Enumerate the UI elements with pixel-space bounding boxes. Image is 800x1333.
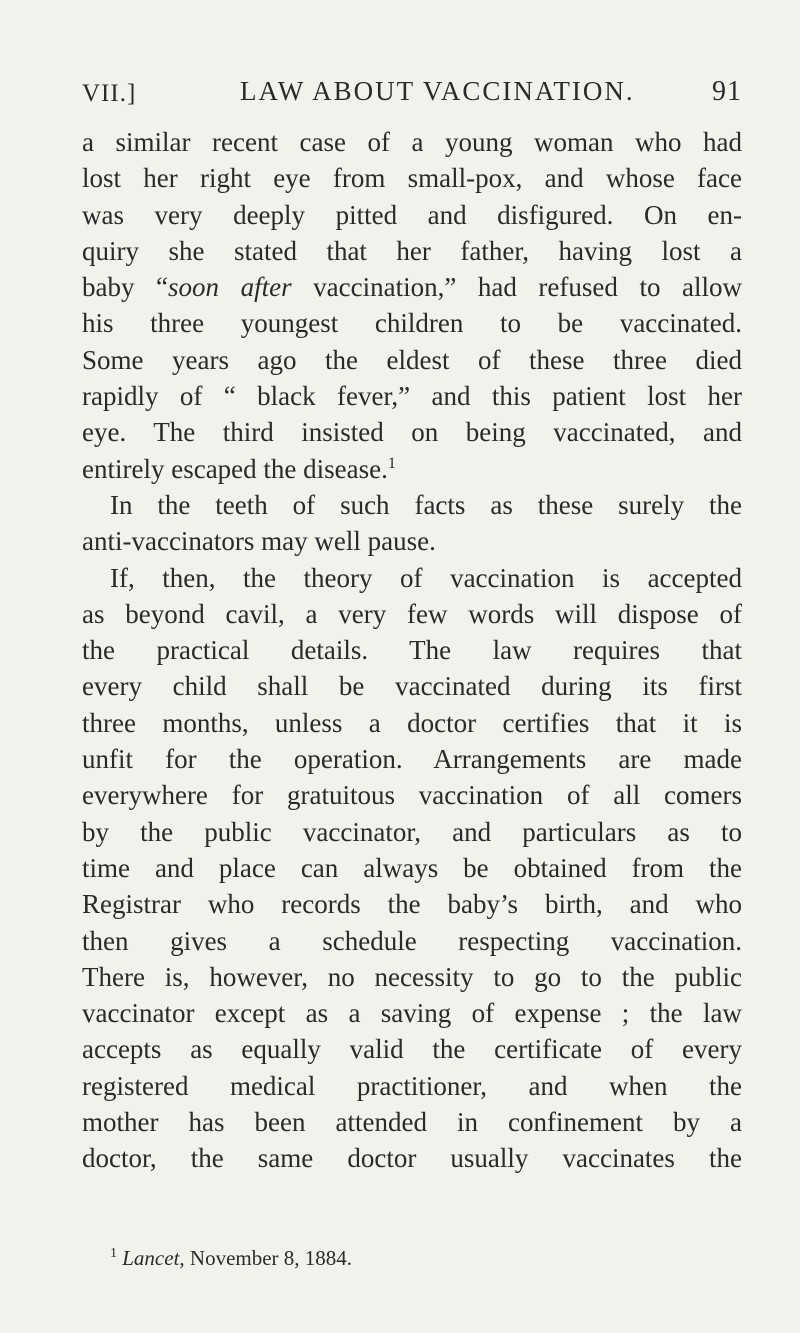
text-line: the practical details. The law requires that	[82, 635, 742, 666]
text-line: In the teeth of such facts as these surely the	[110, 489, 742, 520]
text-line: his three youngest children to be vaccinated.	[82, 308, 742, 339]
text-line: by the public vaccinator, and particulars as to	[82, 816, 742, 847]
page-header	[82, 76, 742, 116]
chapter-number: VII.]	[82, 80, 137, 107]
text-line: Registrar who records the baby’s birth, and who	[82, 889, 742, 920]
text-line: registered medical practitioner, and when the	[82, 1070, 742, 1101]
running-title: LAW ABOUT VACCINATION.	[240, 76, 635, 106]
text-line: vaccinator except as a saving of expense ; the law	[82, 998, 742, 1029]
text-line: accepts as equally valid the certificate of every	[82, 1034, 742, 1065]
page-number: 91	[712, 76, 742, 107]
text-line: as beyond cavil, a very few words will dispose of	[82, 598, 742, 629]
text-line: lost her right eye from small-pox, and whose face	[82, 163, 742, 194]
footnote-marker: 1	[110, 1246, 117, 1261]
text-line: time and place can always be obtained from the	[82, 852, 742, 883]
footnote	[82, 1244, 742, 1272]
text-line	[82, 451, 742, 487]
text-line: quiry she stated that her father, having lost a	[82, 235, 742, 266]
text-line: three months, unless a doctor certifies that it is	[82, 707, 742, 738]
footnote-date: , November 8, 1884.	[179, 1246, 353, 1270]
text-line: anti-vaccinators may well pause.	[82, 526, 436, 557]
text-line: every child shall be vaccinated during its first	[82, 671, 742, 702]
text-line: was very deeply pitted and disfigured. On en-	[82, 199, 742, 230]
text-line: There is, however, no necessity to go to the public	[82, 961, 742, 992]
footnote-journal: Lancet	[122, 1246, 180, 1270]
text-line: unfit for the operation. Arrangements are made	[82, 744, 742, 775]
text-line: then gives a schedule respecting vaccination.	[82, 925, 742, 956]
text-line: If, then, the theory of vaccination is accepted	[110, 562, 742, 593]
text-line: eye. The third insisted on being vaccinated, and	[82, 417, 742, 448]
text-line: a similar recent case of a young woman who had	[82, 127, 742, 157]
text-line: mother has been attended in confinement by a	[82, 1107, 742, 1138]
emphasis: soon after	[168, 272, 292, 303]
text-line: doctor, the same doctor usually vaccinates the	[82, 1143, 742, 1174]
footnote-reference[interactable]: 1	[387, 454, 396, 472]
text-line: Some years ago the eldest of these three died	[82, 344, 742, 375]
body-text	[82, 124, 742, 1177]
text-line: everywhere for gratuitous vaccination of all comers	[82, 780, 742, 811]
text-line: rapidly of “ black fever,” and this patient lost her	[82, 381, 742, 412]
text-line-content: entirely escaped the disease.	[82, 453, 388, 484]
text-line: baby “soon after vaccination,” had refused to allow	[82, 272, 742, 303]
